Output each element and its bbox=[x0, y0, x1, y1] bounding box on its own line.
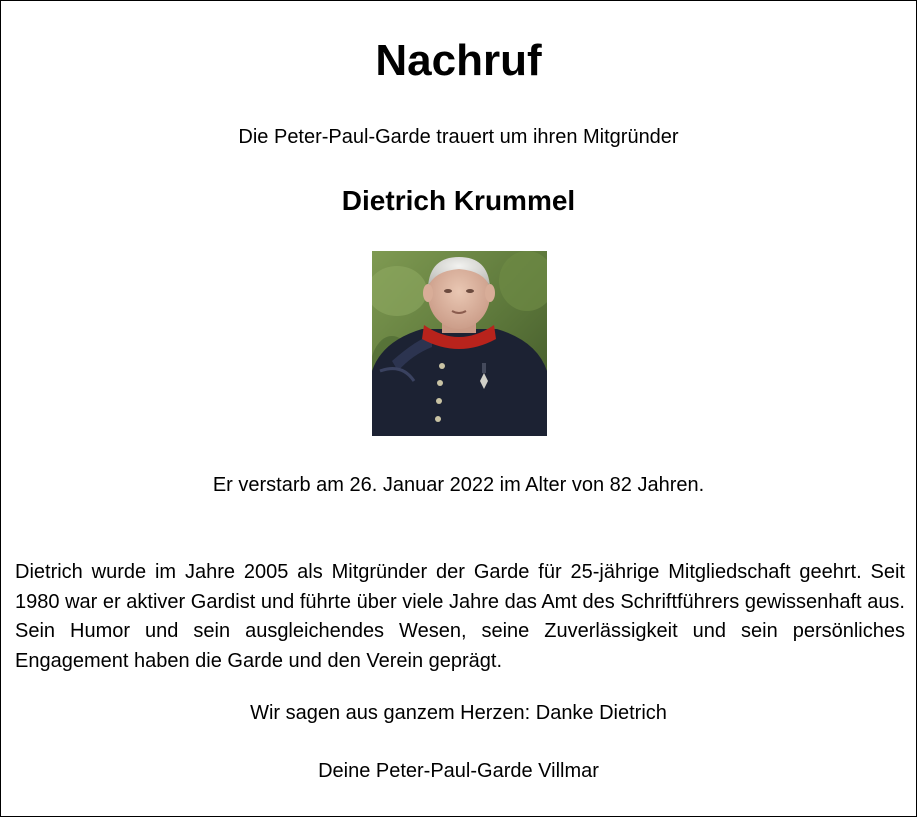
tribute-paragraph: Dietrich wurde im Jahre 2005 als Mitgründer der Garde für 25-jährige Mitgliedschaft geehrt. Seit 1980 war er aktiver Gardist und führte über viele Jahre das Amt des Schriftführers gewissenhaft aus. Sein Humor und sein ausgleichendes Wesen, seine Zuverlässigkeit und sein persönliches Engagement haben die Garde und den Verein geprägt. bbox=[15, 561, 905, 672]
signature-line: Deine Peter-Paul-Garde Villmar bbox=[318, 760, 599, 782]
page-title: Nachruf bbox=[375, 36, 542, 85]
deceased-name: Dietrich Krummel bbox=[341, 185, 576, 216]
portrait-photo bbox=[372, 251, 547, 436]
intro-line: Die Peter-Paul-Garde trauert um ihren Mitgründer bbox=[238, 126, 679, 148]
thanks-line: Wir sagen aus ganzem Herzen: Danke Dietrich bbox=[250, 702, 667, 724]
portrait-image bbox=[372, 251, 547, 436]
death-announcement: Er verstarb am 26. Januar 2022 im Alter von 82 Jahren. bbox=[212, 474, 705, 496]
